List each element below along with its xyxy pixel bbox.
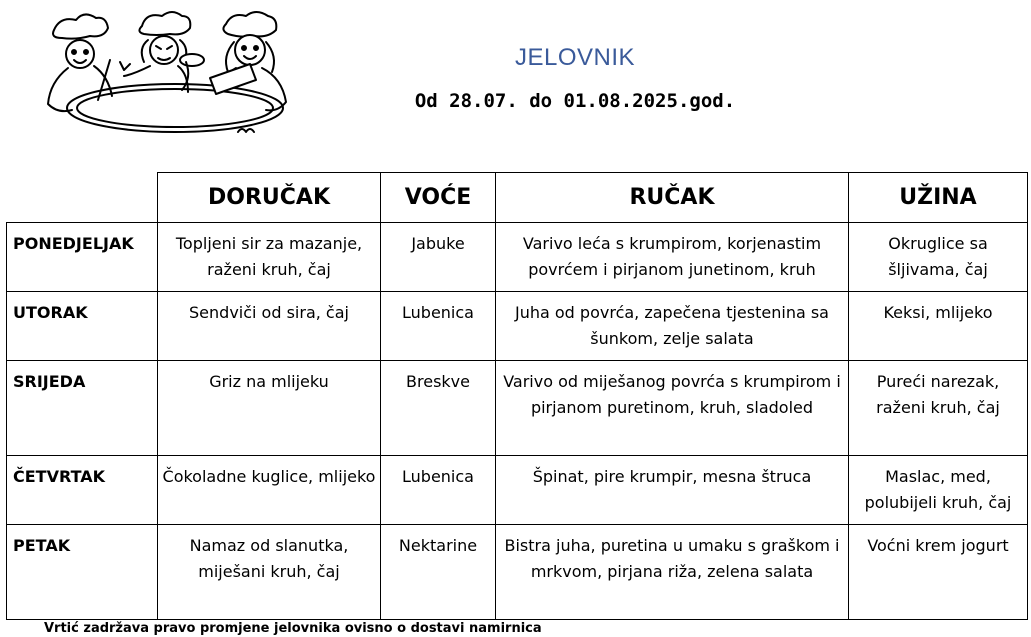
rucak-cell: Varivo od miješanog povrća s krumpirom i pirjanom puretinom, kruh, sladoled bbox=[496, 361, 849, 456]
voce-cell: Nektarine bbox=[381, 525, 496, 620]
column-header-dorucak: DORUČAK bbox=[158, 173, 381, 223]
table-row bbox=[7, 456, 1028, 525]
footer-note: Vrtić zadržava pravo promjene jelovnika ovisno o dostavi namirnica bbox=[44, 621, 542, 636]
uzina-cell: Voćni krem jogurt bbox=[849, 525, 1028, 620]
dorucak-cell: Topljeni sir za mazanje, raženi kruh, čaj bbox=[158, 223, 381, 292]
rucak-cell: Bistra juha, puretina u umaku s graškom i mrkvom, pirjana riža, zelena salata bbox=[496, 525, 849, 620]
day-label: ČETVRTAK bbox=[7, 456, 158, 525]
voce-cell: Lubenica bbox=[381, 292, 496, 361]
uzina-cell: Okruglice sa šljivama, čaj bbox=[849, 223, 1028, 292]
page-title: JELOVNIK bbox=[514, 44, 636, 71]
menu-table bbox=[6, 172, 1028, 620]
dorucak-cell: Namaz od slanutka, miješani kruh, čaj bbox=[158, 525, 381, 620]
voce-cell: Lubenica bbox=[381, 456, 496, 525]
table-row bbox=[7, 525, 1028, 620]
menu-header-row bbox=[7, 173, 1028, 223]
dorucak-cell: Griz na mlijeku bbox=[158, 361, 381, 456]
voce-cell: Breskve bbox=[381, 361, 496, 456]
column-header-voce: VOĆE bbox=[381, 173, 496, 223]
uzina-cell: Maslac, med, polubijeli kruh, čaj bbox=[849, 456, 1028, 525]
date-range: Od 28.07. do 01.08.2025.god. bbox=[414, 90, 736, 112]
rucak-cell: Varivo leća s krumpirom, korjenastim povrćem i pirjanom junetinom, kruh bbox=[496, 223, 849, 292]
day-label: PETAK bbox=[7, 525, 158, 620]
corner-cell bbox=[7, 173, 158, 223]
dorucak-cell: Sendviči od sira, čaj bbox=[158, 292, 381, 361]
table-row bbox=[7, 292, 1028, 361]
uzina-cell: Keksi, mlijeko bbox=[849, 292, 1028, 361]
day-label: PONEDJELJAK bbox=[7, 223, 158, 292]
column-header-rucak: RUČAK bbox=[496, 173, 849, 223]
rucak-cell: Juha od povrća, zapečena tjestenina sa šunkom, zelje salata bbox=[496, 292, 849, 361]
table-row bbox=[7, 361, 1028, 456]
voce-cell: Jabuke bbox=[381, 223, 496, 292]
day-label: UTORAK bbox=[7, 292, 158, 361]
column-header-uzina: UŽINA bbox=[849, 173, 1028, 223]
table-row bbox=[7, 223, 1028, 292]
day-label: SRIJEDA bbox=[7, 361, 158, 456]
chef-kids-cooking-illustration-icon bbox=[40, 10, 300, 140]
uzina-cell: Pureći narezak, raženi kruh, čaj bbox=[849, 361, 1028, 456]
dorucak-cell: Čokoladne kuglice, mlijeko bbox=[158, 456, 381, 525]
rucak-cell: Špinat, pire krumpir, mesna štruca bbox=[496, 456, 849, 525]
